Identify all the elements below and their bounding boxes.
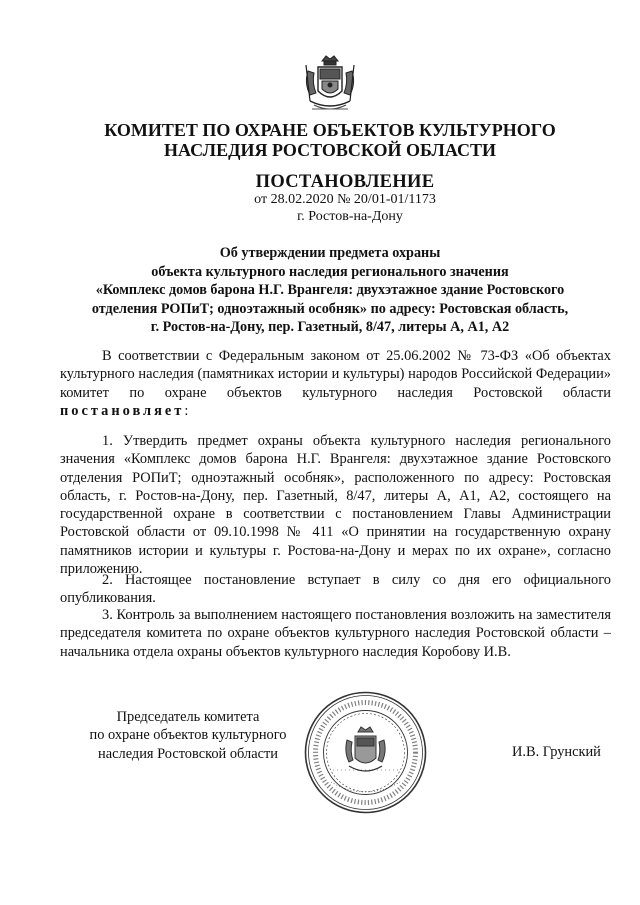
item-1-paragraph: 1. Утвердить предмет охраны объекта культурного наследия регионального значения «Комплекс домов барона Н.Г. Врангеля: двухэтажное здание Ростовского отделения РОПиТ; одноэтажный особняк», расположенного по адресу: Ростовская область, г. Ростов-на-Дону, пер. Газетный, 8/47, литеры А, А1, А2, состоящего на государственной охране в соответствии с постановлением Главы Администрации Ростовской области от 09.10.1998 № 411 «О принятии на государственную охрану памятников истории и культуры г. Ростова-на-Дону и мерах по их охране», согласно приложению. [60, 433, 611, 578]
item-3-paragraph: 3. Контроль за выполнением настоящего постановления возложить на заместителя председателя комитета по охране объектов культурного наследия Ростовской области – начальника отдела охраны объектов культурного наследия Коробову И.В. [60, 607, 611, 660]
preamble-paragraph [60, 347, 611, 420]
official-round-seal-icon [303, 690, 428, 815]
signatory-position-line-3: наследия Ростовской области [98, 745, 278, 762]
document-city: г. Ростов-на-Дону [297, 209, 403, 224]
subject-line-5: г. Ростов-на-Дону, пер. Газетный, 8/47, литеры А, А1, А2 [150, 319, 510, 335]
rostov-oblast-coat-of-arms-icon [300, 53, 360, 117]
subject-line-1: Об утверждении предмета охраны [219, 245, 441, 261]
signatory-name: И.В. Грунский [512, 744, 601, 760]
decree-colon: : [184, 402, 189, 419]
organization-title [60, 120, 600, 160]
organization-title-line-2: НАСЛЕДИЯ РОСТОВСКОЙ ОБЛАСТИ [164, 140, 496, 160]
preamble-text: В соответствии с Федеральным законом от 25.06.2002 № 73-ФЗ «Об объектах культурного наследия (памятниках истории и культуры) народов Российской Федерации» комитет по охране объектов культурного наследия Ростовской области [60, 348, 611, 401]
organization-title-line-1: КОМИТЕТ ПО ОХРАНЕ ОБЪЕКТОВ КУЛЬТУРНОГО [104, 120, 556, 140]
signatory-position [58, 708, 318, 763]
item-2-paragraph: 2. Настоящее постановление вступает в силу со дня его официального опубликования. [60, 572, 611, 607]
document-type: ПОСТАНОВЛЕНИЕ [255, 172, 435, 192]
subject-line-2: объекта культурного наследия регионального значения [151, 263, 509, 280]
signatory-position-line-1: Председатель комитета [116, 709, 260, 725]
subject-line-3: «Комплекс домов барона Н.Г. Врангеля: двухэтажное здание Ростовского [95, 282, 565, 298]
document-number: от 28.02.2020 № 20/01-01/1173 [254, 192, 436, 207]
signatory-position-line-2: по охране объектов культурного [89, 727, 287, 744]
decree-word: постановляет [60, 402, 185, 419]
subject-line-4: отделения РОПиТ; одноэтажный особняк» по адресу: Ростовская область, [91, 300, 569, 317]
document-subject [70, 244, 590, 337]
